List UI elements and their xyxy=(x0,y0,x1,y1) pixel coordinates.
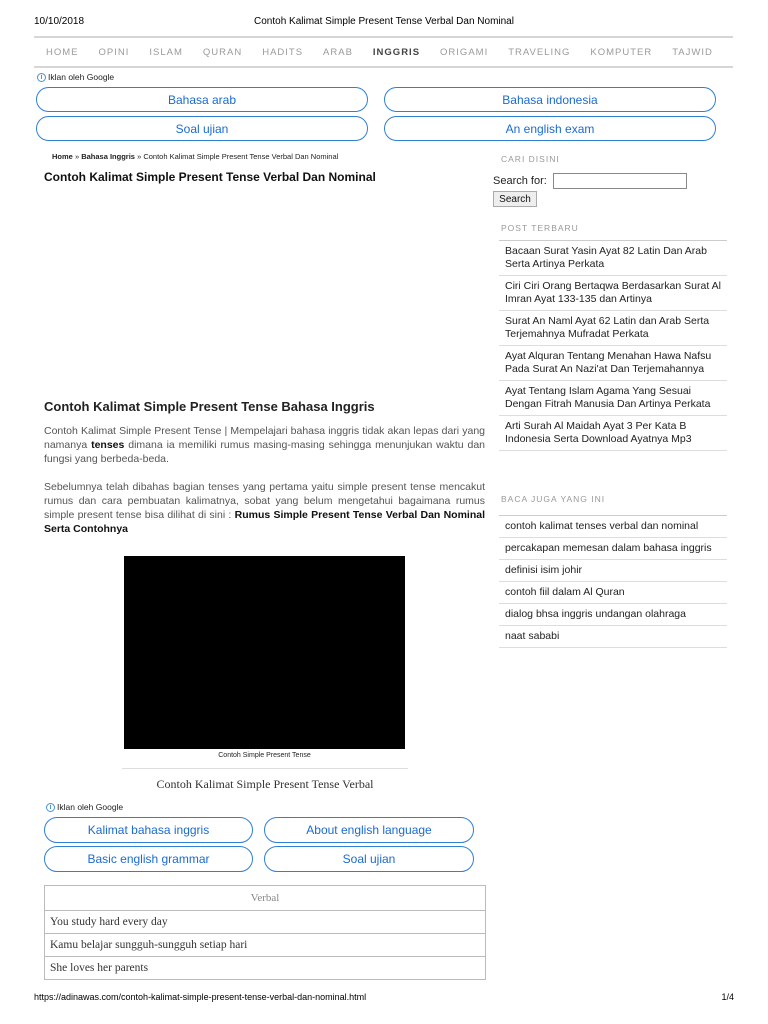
nav-item-arab[interactable]: ARAB xyxy=(323,46,353,58)
nav-item-komputer[interactable]: KOMPUTER xyxy=(590,46,653,58)
breadcrumb-home[interactable]: Home xyxy=(52,152,73,161)
nav-item-opini[interactable]: OPINI xyxy=(98,46,130,58)
info-icon[interactable]: i xyxy=(46,803,55,812)
print-url: https://adinawas.com/contoh-kalimat-simple-present-tense-verbal-dan-nominal.html xyxy=(34,992,367,1002)
recent-posts-list xyxy=(499,240,727,451)
table-row: She loves her parents xyxy=(45,957,485,980)
also-read-link[interactable]: contoh kalimat tenses verbal dan nominal xyxy=(499,516,727,538)
ad-label-text: Iklan oleh Google xyxy=(57,802,124,812)
ad-label-mid xyxy=(46,802,123,812)
also-read-list xyxy=(499,515,727,648)
intro-paragraph xyxy=(44,424,485,466)
ad-link-english-exam[interactable]: An english exam xyxy=(384,116,716,141)
breadcrumb-category[interactable]: Bahasa Inggris xyxy=(81,152,135,161)
recent-post-link[interactable]: Bacaan Surat Yasin Ayat 82 Latin Dan Arab Serta Artinya Perkata xyxy=(499,241,727,276)
breadcrumb-separator: » xyxy=(137,152,142,161)
search-input[interactable] xyxy=(553,173,687,189)
nav-item-hadits[interactable]: HADITS xyxy=(262,46,304,58)
table-row: You study hard every day xyxy=(45,911,485,934)
recent-post-link[interactable]: Ciri Ciri Orang Bertaqwa Berdasarkan Surat Al Imran Ayat 133-135 dan Artinya xyxy=(499,276,727,311)
ad-label-text: Iklan oleh Google xyxy=(48,72,115,82)
search-heading: CARI DISINI xyxy=(501,154,560,164)
nav-item-home[interactable]: HOME xyxy=(46,46,79,58)
video-caption: Contoh Simple Present Tense xyxy=(218,752,311,759)
also-read-link[interactable]: contoh fiil dalam Al Quran xyxy=(499,582,727,604)
rumus-link[interactable]: Rumus Simple Present Tense Verbal Dan Nominal Serta Contohnya xyxy=(44,509,485,535)
print-header xyxy=(34,16,734,30)
main-nav xyxy=(34,36,733,68)
search-label: Search for: xyxy=(493,175,547,187)
ad-link-kalimat-bahasa-inggris[interactable]: Kalimat bahasa inggris xyxy=(44,817,253,843)
table-row: Kamu belajar sungguh-sungguh setiap hari xyxy=(45,934,485,957)
also-read-link[interactable]: definisi isim johir xyxy=(499,560,727,582)
caption-divider xyxy=(122,768,408,769)
section-title: Contoh Kalimat Simple Present Tense Bahasa Inggris xyxy=(44,399,375,414)
sub-caption: Contoh Kalimat Simple Present Tense Verbal xyxy=(156,777,374,791)
recent-post-link[interactable]: Ayat Alquran Tentang Menahan Hawa Nafsu Pada Surat An Nazi'at Dan Terjemahannya xyxy=(499,346,727,381)
print-footer xyxy=(34,992,734,1006)
breadcrumb-separator: » xyxy=(74,152,80,161)
nav-item-tajwid[interactable]: TAJWID xyxy=(672,46,713,58)
nav-item-islam[interactable]: ISLAM xyxy=(149,46,183,58)
breadcrumb xyxy=(52,152,338,161)
search-button[interactable]: Search xyxy=(493,191,537,207)
recent-post-link[interactable]: Ayat Tentang Islam Agama Yang Sesuai Dengan Fitrah Manusia Dan Artinya Perkata xyxy=(499,381,727,416)
recent-post-link[interactable]: Surat An Naml Ayat 62 Latin dan Arab Serta Terjemahnya Mufradat Perkata xyxy=(499,311,727,346)
print-title: Contoh Kalimat Simple Present Tense Verbal Dan Nominal xyxy=(254,16,514,27)
ad-link-about-english[interactable]: About english language xyxy=(264,817,474,843)
intro-text: Contoh Kalimat Simple Present Tense | Mempelajari bahasa inggris tidak akan lepas dari yang namanya xyxy=(44,425,485,451)
verbal-table xyxy=(44,885,486,980)
print-date: 10/10/2018 xyxy=(34,16,85,27)
nav-item-traveling[interactable]: TRAVELING xyxy=(508,46,571,58)
post-title: Contoh Kalimat Simple Present Tense Verbal Dan Nominal xyxy=(44,170,376,184)
nav-item-origami[interactable]: ORIGAMI xyxy=(440,46,489,58)
also-read-link[interactable]: percakapan memesan dalam bahasa inggris xyxy=(499,538,727,560)
ad-link-bahasa-arab[interactable]: Bahasa arab xyxy=(36,87,368,112)
intro-text-end: dimana ia memiliki rumus masing-masing sehingga menunjukan waktu dan fungsi yang berbeda-beda. xyxy=(44,439,485,465)
also-read-link[interactable]: dialog bhsa inggris undangan olahraga xyxy=(499,604,727,626)
second-paragraph xyxy=(44,480,485,536)
ad-link-soal-ujian-2[interactable]: Soal ujian xyxy=(264,846,474,872)
nav-item-quran[interactable]: QURAN xyxy=(202,46,243,58)
ad-link-bahasa-indonesia[interactable]: Bahasa indonesia xyxy=(384,87,716,112)
page-number: 1/4 xyxy=(721,992,734,1002)
ad-link-basic-grammar[interactable]: Basic english grammar xyxy=(44,846,253,872)
recent-post-link[interactable]: Arti Surah Al Maidah Ayat 3 Per Kata B Indonesia Serta Download Ayatnya Mp3 xyxy=(499,416,727,451)
ad-link-soal-ujian[interactable]: Soal ujian xyxy=(36,116,368,141)
second-text: Sebelumnya telah dibahas bagian tenses yang pertama yaitu simple present tense mencakut rumus dan cara pembuatan kalimatnya, sobat yang belum mengetahui bagaimana rumus simple present tense bisa dilihat di sini : xyxy=(44,481,485,521)
video-player[interactable] xyxy=(124,556,405,749)
nav-item-inggris[interactable]: INGGRIS xyxy=(372,46,421,58)
table-header: Verbal xyxy=(45,886,485,911)
breadcrumb-current: Contoh Kalimat Simple Present Tense Verbal Dan Nominal xyxy=(143,152,339,161)
tenses-keyword: tenses xyxy=(91,439,125,451)
ad-label-top xyxy=(37,72,114,82)
also-read-link[interactable]: naat sababi xyxy=(499,626,727,648)
also-read-heading: BACA JUGA YANG INI xyxy=(501,494,606,504)
recent-posts-heading: POST TERBARU xyxy=(501,223,579,233)
info-icon[interactable]: i xyxy=(37,73,46,82)
